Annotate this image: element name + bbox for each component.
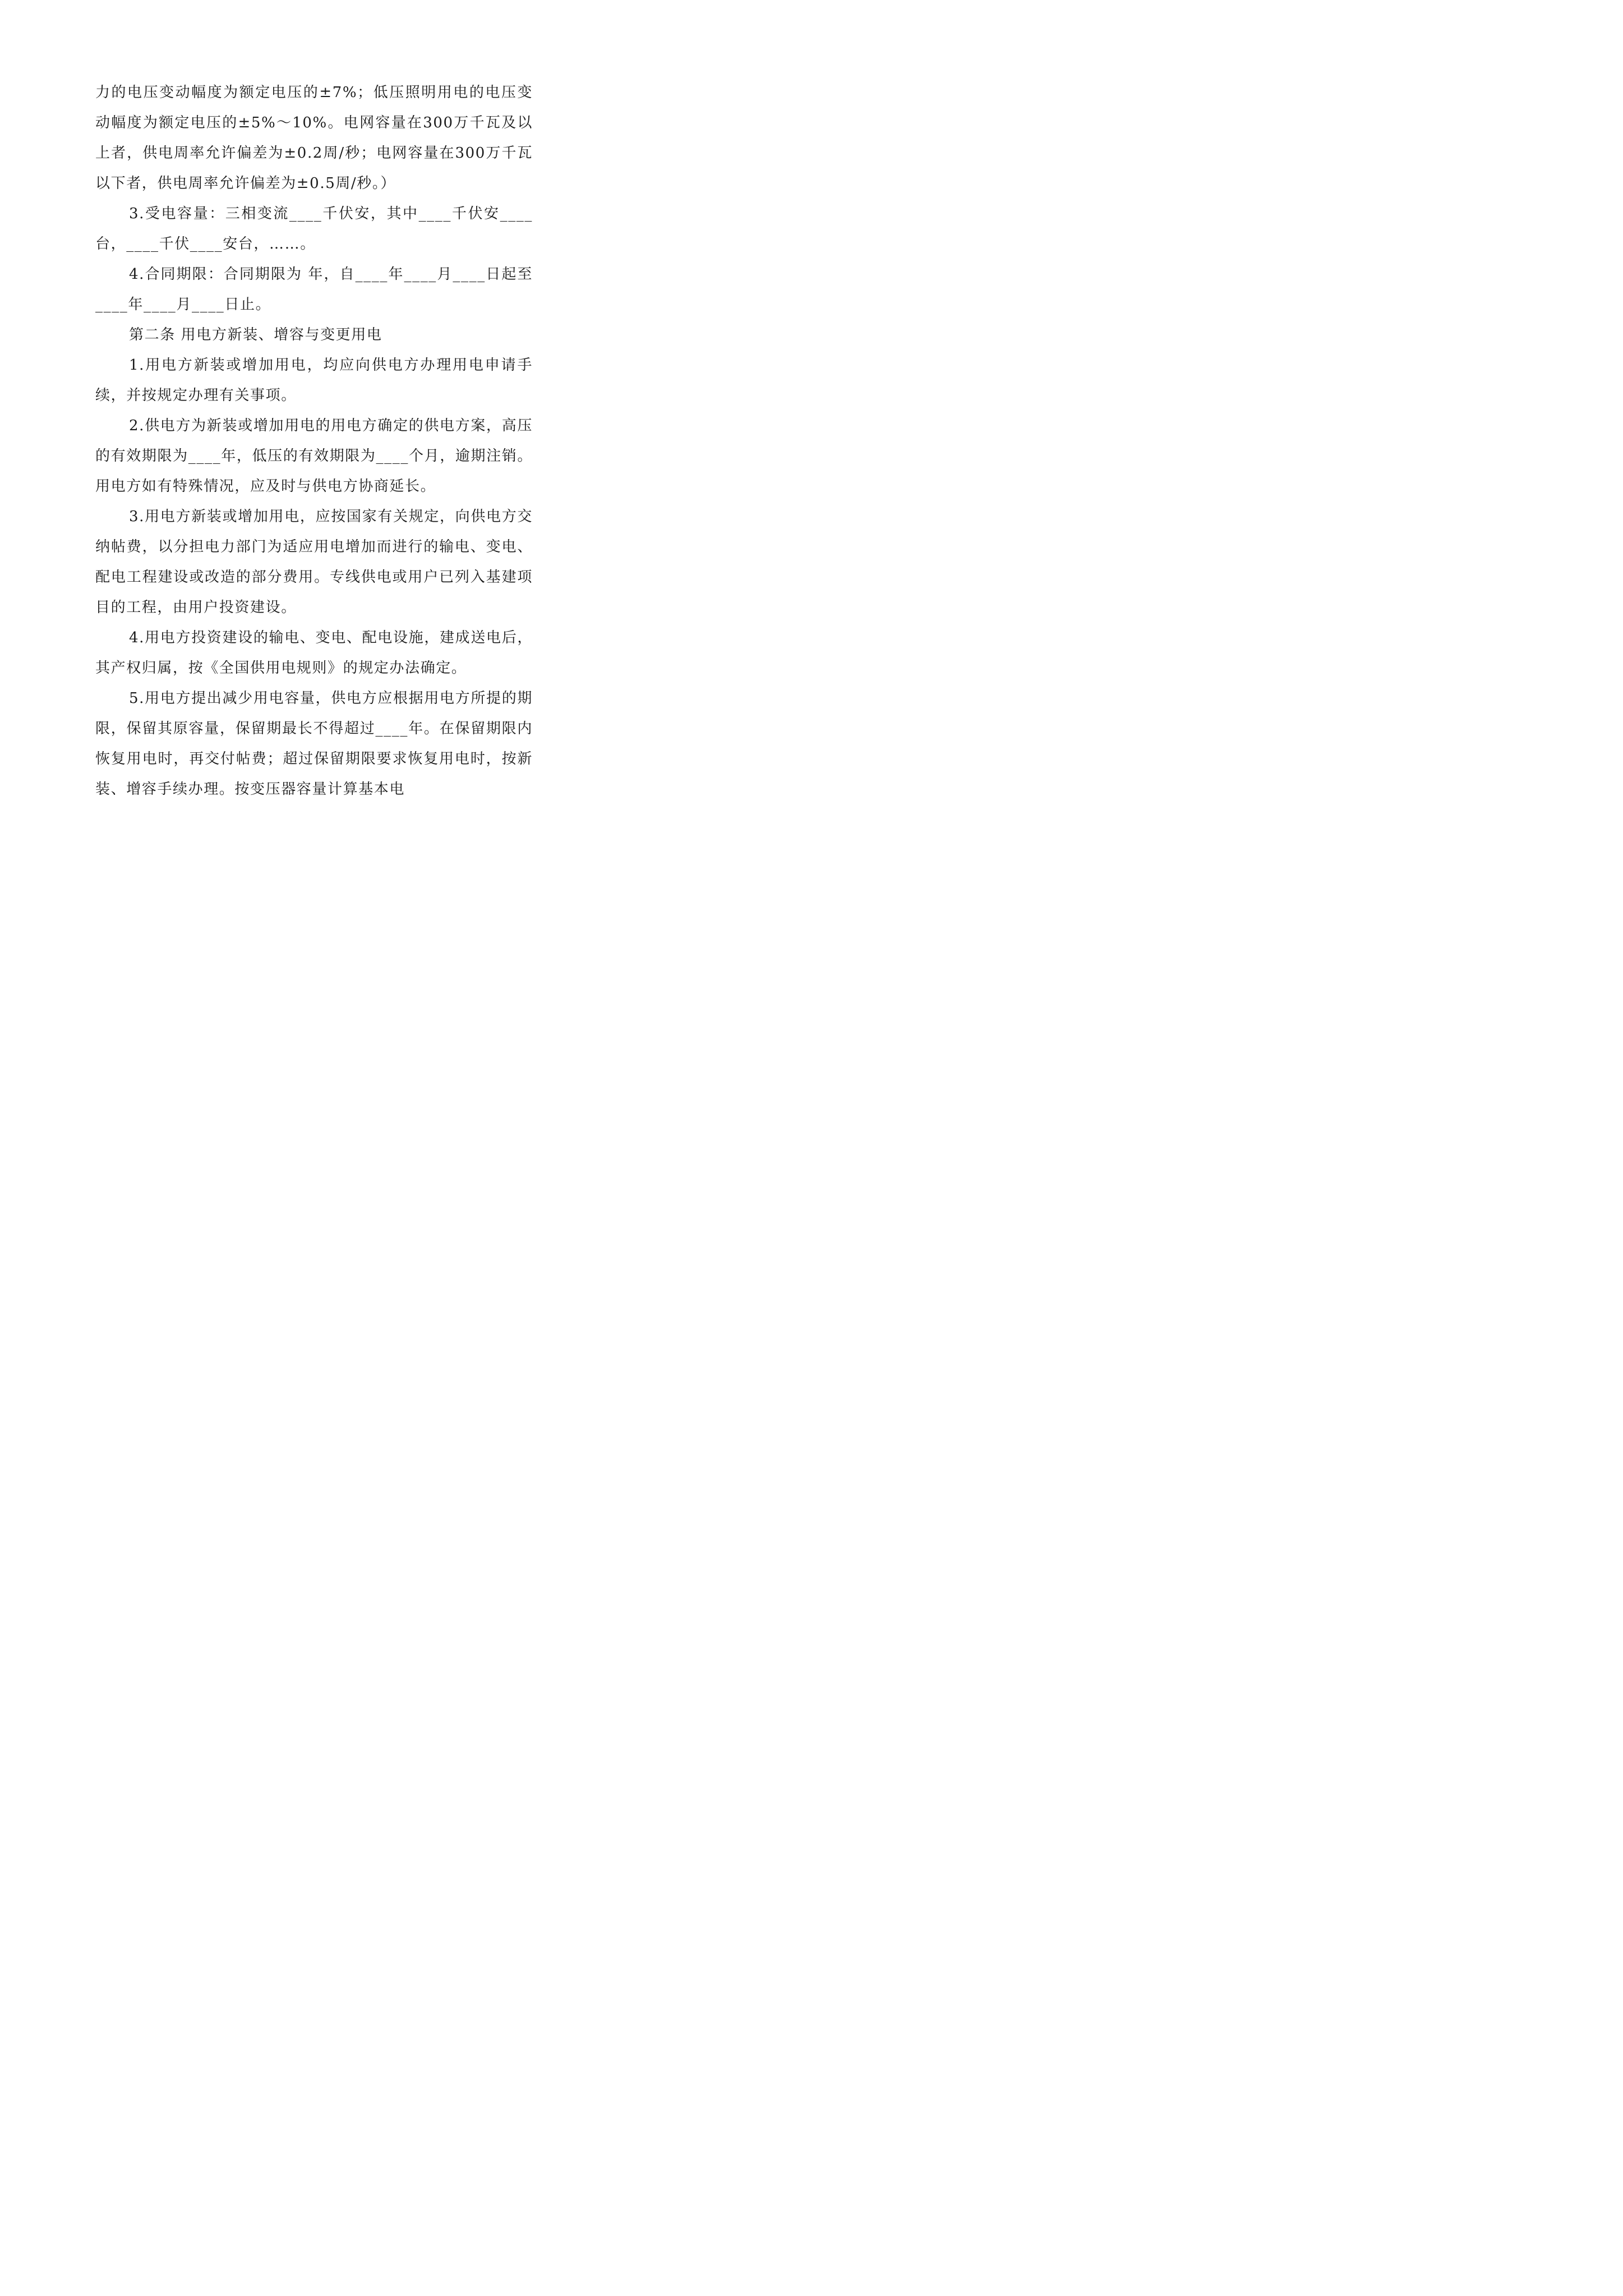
document-body: [95, 77, 533, 804]
paragraph-contract-term-clause: 4.合同期限：合同期限为 年，自____年____月____日起至____年____月____日止。: [95, 266, 533, 313]
paragraph-article-two-item-5: 5.用电方提出减少用电容量，供电方应根据用电方所提的期限，保留其原容量，保留期最长不得超过____年。在保留期限内恢复用电时，再交付帖费；超过保留期限要求恢复用电时，按新装、增容手续办理。按变压器容量计算基本电: [95, 690, 533, 798]
paragraph-article-two-item-3: 3.用电方新装或增加用电，应按国家有关规定，向供电方交纳帖费，以分担电力部门为适应用电增加而进行的输电、变电、配电工程建设或改造的部分费用。专线供电或用户已列入基建项目的工程，由用户投资建设。: [95, 508, 533, 616]
paragraph-voltage-clause-continued: 力的电压变动幅度为额定电压的±7%；低压照明用电的电压变动幅度为额定电压的±5%～10%。电网容量在300万千瓦及以上者，供电周率允许偏差为±0.2周/秒；电网容量在300万千瓦以下者，供电周率允许偏差为±0.5周/秒。）: [95, 84, 533, 192]
paragraph-article-two-item-4: 4.用电方投资建设的输电、变电、配电设施，建成送电后，其产权归属，按《全国供用电规则》的规定办法确定。: [95, 629, 533, 677]
paragraph-article-two-item-1: 1.用电方新装或增加用电，均应向供电方办理用电申请手续，并按规定办理有关事项。: [95, 357, 533, 404]
paragraph-capacity-clause: 3.受电容量：三相变流____千伏安，其中____千伏安____台，____千伏____安台，……。: [95, 205, 533, 252]
document-page: [0, 0, 617, 872]
section-heading-article-two: 第二条 用电方新装、增容与变更用电: [129, 326, 382, 343]
paragraph-article-two-item-2: 2.供电方为新装或增加用电的用电方确定的供电方案，高压的有效期限为____年，低压的有效期限为____个月，逾期注销。用电方如有特殊情况，应及时与供电方协商延长。: [95, 417, 533, 495]
